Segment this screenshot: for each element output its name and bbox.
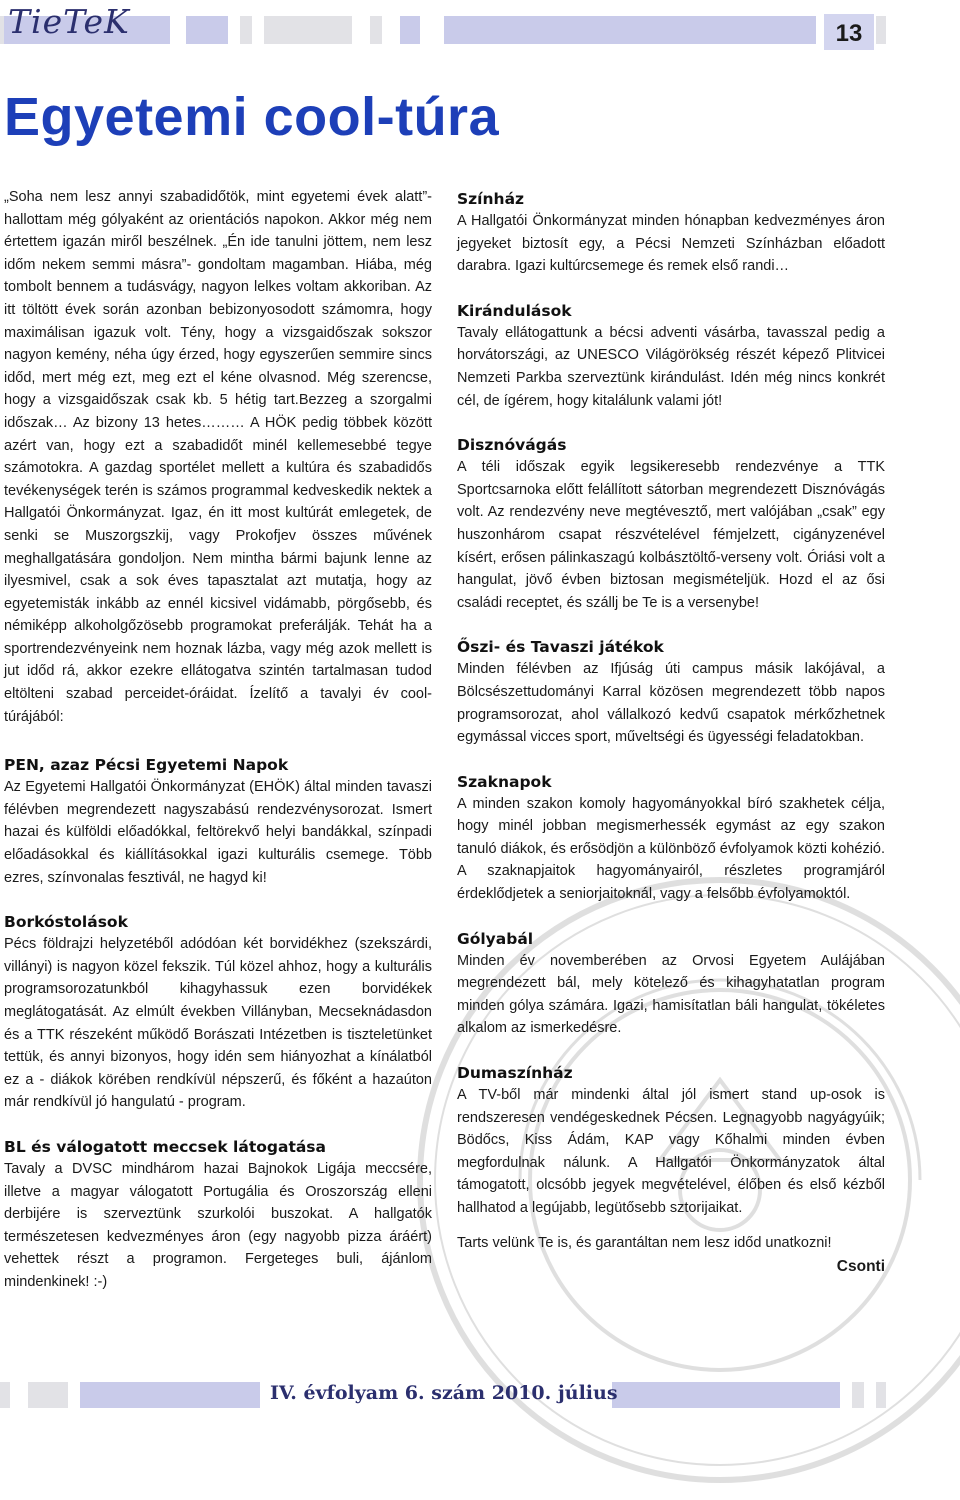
article-title: Egyetemi cool-túra xyxy=(4,87,500,147)
section-heading: Disznóvágás xyxy=(457,436,567,455)
section-golyabal xyxy=(457,928,885,1040)
section-heading: PEN, azaz Pécsi Egyetemi Napok xyxy=(4,756,289,775)
magazine-logo: TieTeK xyxy=(8,2,130,41)
section-text: Minden év novemberében az Orvosi Egyetem Aulájában megrendezett bál, mely kötelező és kihagyhatatlan program minden gólya számára. Igazi, hamisítatlan báli hangulat, tökéletes alkalom az ismerkedésre. xyxy=(457,952,885,1037)
section-heading: Szaknapok xyxy=(457,772,552,791)
section-oszi-tavaszi-jatekok xyxy=(457,636,885,748)
section-text: Tavaly ellátogattunk a bécsi adventi vásárba, tavasszal pedig a horvátországi, az UNESCO Világörökség részét képező Plitvicei Nemzeti Parkba szerveztünk kirándulást. Idén még nincs konkrét cél, de ígérem, hogy kitalálunk valami jót! xyxy=(457,324,885,409)
section-heading: Gólyabál xyxy=(457,929,534,948)
section-kirandulasok xyxy=(457,300,885,412)
section-heading: Őszi- és Tavaszi játékok xyxy=(457,638,664,657)
author-signature: Csonti xyxy=(836,1258,885,1276)
header-band xyxy=(400,16,420,44)
footer-band xyxy=(28,1382,68,1408)
section-heading: Kirándulások xyxy=(457,301,572,320)
left-column xyxy=(4,186,432,1316)
footer-band xyxy=(0,1382,10,1408)
header-band xyxy=(186,16,228,44)
issue-info: IV. évfolyam 6. szám 2010. július xyxy=(270,1382,618,1404)
section-text: A téli időszak egyik legsikeresebb rendezvénye a TTK Sportcsarnoka előtt felállított sátorban megrendezett Disznóvágás volt. Az rendezvény neve megtévesztő, mert valójában „csak” egy huszonhárom csapat részvételével fémjelzett, cigányzenével kísért, erősen pálinkaszagú kolbásztöltő-verseny volt. Óriási volt a hangulat, jövő évben biztosan megismételjük. Hozd el az ősi családi receptet, és szállj be Te is a versenybe! xyxy=(457,459,885,611)
section-text: Az Egyetemi Hallgatói Önkormányzat (EHÖK) által minden tavaszi félévben megrendezett nagyszabású rendezvénysorozat. Ismert hazai és külföldi előadókkal, feltörekvő helyi bandákkal, színpadi előadásokkal és kiállításokkal igazi kulturális csemege. Több ezres, színvonalas fesztivál, ne hagyd ki! xyxy=(4,779,432,886)
section-heading: Borkóstolások xyxy=(4,913,128,932)
section-szinhaz xyxy=(457,188,885,278)
section-text: A minden szakon komoly hagyományokkal bíró szakhetek célja, hogy minél jobban megismerhessék egymást az egy szakon tanuló diákok, és erősödjön a különböző évfolyamok közti kohézió. A szaknapjaitok hagyományairól, részletes programjáról érdeklődjetek a seniorjaitoknál, vagy a felsőbb évfolyamoktól. xyxy=(457,795,886,903)
header-band xyxy=(264,16,352,44)
header-band xyxy=(370,16,382,44)
footer-band xyxy=(612,1382,840,1408)
header-band xyxy=(444,16,816,44)
section-dumaszinhaz xyxy=(457,1062,885,1220)
intro-paragraph: „Soha nem lesz annyi szabadidőtök, mint egyetemi évek alatt”- hallottam még gólyaként az orientációs napokon. Akkor még nem értettem igazán miről beszélnek. „Én ide tanulni jöttem, nem lesz időm nekem semmi másra”- gondoltam magamban. Hiába, még tombolt bennem a tudásvágy, nagyon lelkes voltam akkoriban. Az itt töltött évek során azonban bebizonyosodott számomra, hogy maximálisan igazuk volt. Tény, hogy a vizsgaidőszak sokszor nagyon kemény, néha úgy érzed, hogy egyszerűen semmire sincs időd, mert még ezt, meg ezt el kéne olvasnod. Még szerencse, hogy a vizsgaidőszak csak kb. 5 hétig tart.Bezzeg a szorgalmi időszak… Az bizony 13 hetes……… A HÖK pedig többek között azért van, hogy ezt a szabadidőt minél kellemesebbé tegye számotokra. A gazdag sportélet mellett a kultúra és szabadidős tevékenységek terén is számos programmal kedveskedik nektek a Hallgatói Önkormányzat. Igaz, én itt most kultúrát emlegetek, de senki se Muszorgszkij, vagy Prokofjev összes művének meghallgatására gondoljon. Nem mintha bármi bajunk lenne az ilyesmivel, csak a sok éves tapasztalat azt mutatja, hogy az egyetemisták inkább az ennél kicsivel vidámabb, pörgősebb, és némiképp alkoholgőzösebb programokat preferálják. Tehát ha a sportrendezvényeink nem hoznak lázba, vagy még azok mellett is jut időd rá, akkor ezekre ellátogatva szintén tartalmasan tudod eltölteni szabad perceidet-óráidat. Ízelítő a tavalyi év cool-túrájából: xyxy=(4,189,432,725)
section-text: Tavaly a DVSC mindhárom hazai Bajnokok Ligája meccsére, illetve a magyar válogatott Portugália és Oroszország elleni derbijére is szerveztünk szurkolói buszokat. A hallgatók természetesen kedvezményes áron (egy nagyobb pizza áráért) vehettek részt a programon. Fergeteges buli, ájánlom mindenkinek! :-) xyxy=(4,1160,432,1290)
section-borkostolasok xyxy=(4,911,432,1114)
section-heading: Dumaszínház xyxy=(457,1064,573,1083)
section-text: A Hallgatói Önkormányzat minden hónapban kedvezményes áron jegyeket biztosít egy, a Pécsi Nemzeti Színházban előadott darabra. Igazi kultúrcsemege és remek első randi… xyxy=(457,213,885,275)
header-band xyxy=(876,16,886,44)
right-column xyxy=(457,188,885,1279)
footer-band xyxy=(876,1382,886,1408)
section-text: A TV-ből már mindenki által jól ismert stand up-osok is rendszeresen vendégeskednek Pécsen. Legnagyobb nagyágyúik; Bödőcs, Kiss Ádám, KAP vagy Kőhalmi minden évben megfordulnak nálunk. A Hallgatói Önkormányzatok által támogatott, olcsóbb jegyek megvételével, élőben és első kézből hallhatod a legújabb, legütősebb sztorijaikat. xyxy=(457,1087,885,1216)
header-band xyxy=(240,16,252,44)
section-heading: BL és válogatott meccsek látogatása xyxy=(4,1137,326,1156)
section-pen xyxy=(4,754,432,889)
section-text: Pécs földrajzi helyzetéből adódóan két borvidékhez (szekszárdi, villányi) is nagyon közel fekszik. Túl közel ahhoz, hogy a kulturális programsorozatunkból kihagyhassuk ezen borvidékek meglátogatását. Az elmúlt években Villányban, Mecseknádasdon és a TTK részeként működő Borászati Intézetben is tiszteletünket tettük, és annyi bizonyos, hogy idén sem hiányozhat a kínálatból ez a - diákok körében rendkívül népszerű, és főként a hazaúton már rendkívül jó hangulatú - program. xyxy=(4,936,432,1111)
closing-line: Tarts velünk Te is, és garantáltan nem lesz időd unatkozni! xyxy=(457,1234,832,1251)
section-text: Minden félévben az Ifjúság úti campus másik lakójával, a Bölcsészettudományi Karral közösen megrendezett több napos programsorozat, ahol vállalkozó kedvű csapatok mérkőzhetnek egymással vicces sport, műveltségi és ügyességi feladatokban. xyxy=(457,661,885,746)
section-bl-meccsek xyxy=(4,1136,432,1294)
page-number: 13 xyxy=(824,14,874,50)
footer-band xyxy=(852,1382,864,1408)
section-szaknapok xyxy=(457,771,885,906)
footer-band xyxy=(80,1382,260,1408)
section-heading: Színház xyxy=(457,190,525,208)
section-disznovagas xyxy=(457,434,885,614)
